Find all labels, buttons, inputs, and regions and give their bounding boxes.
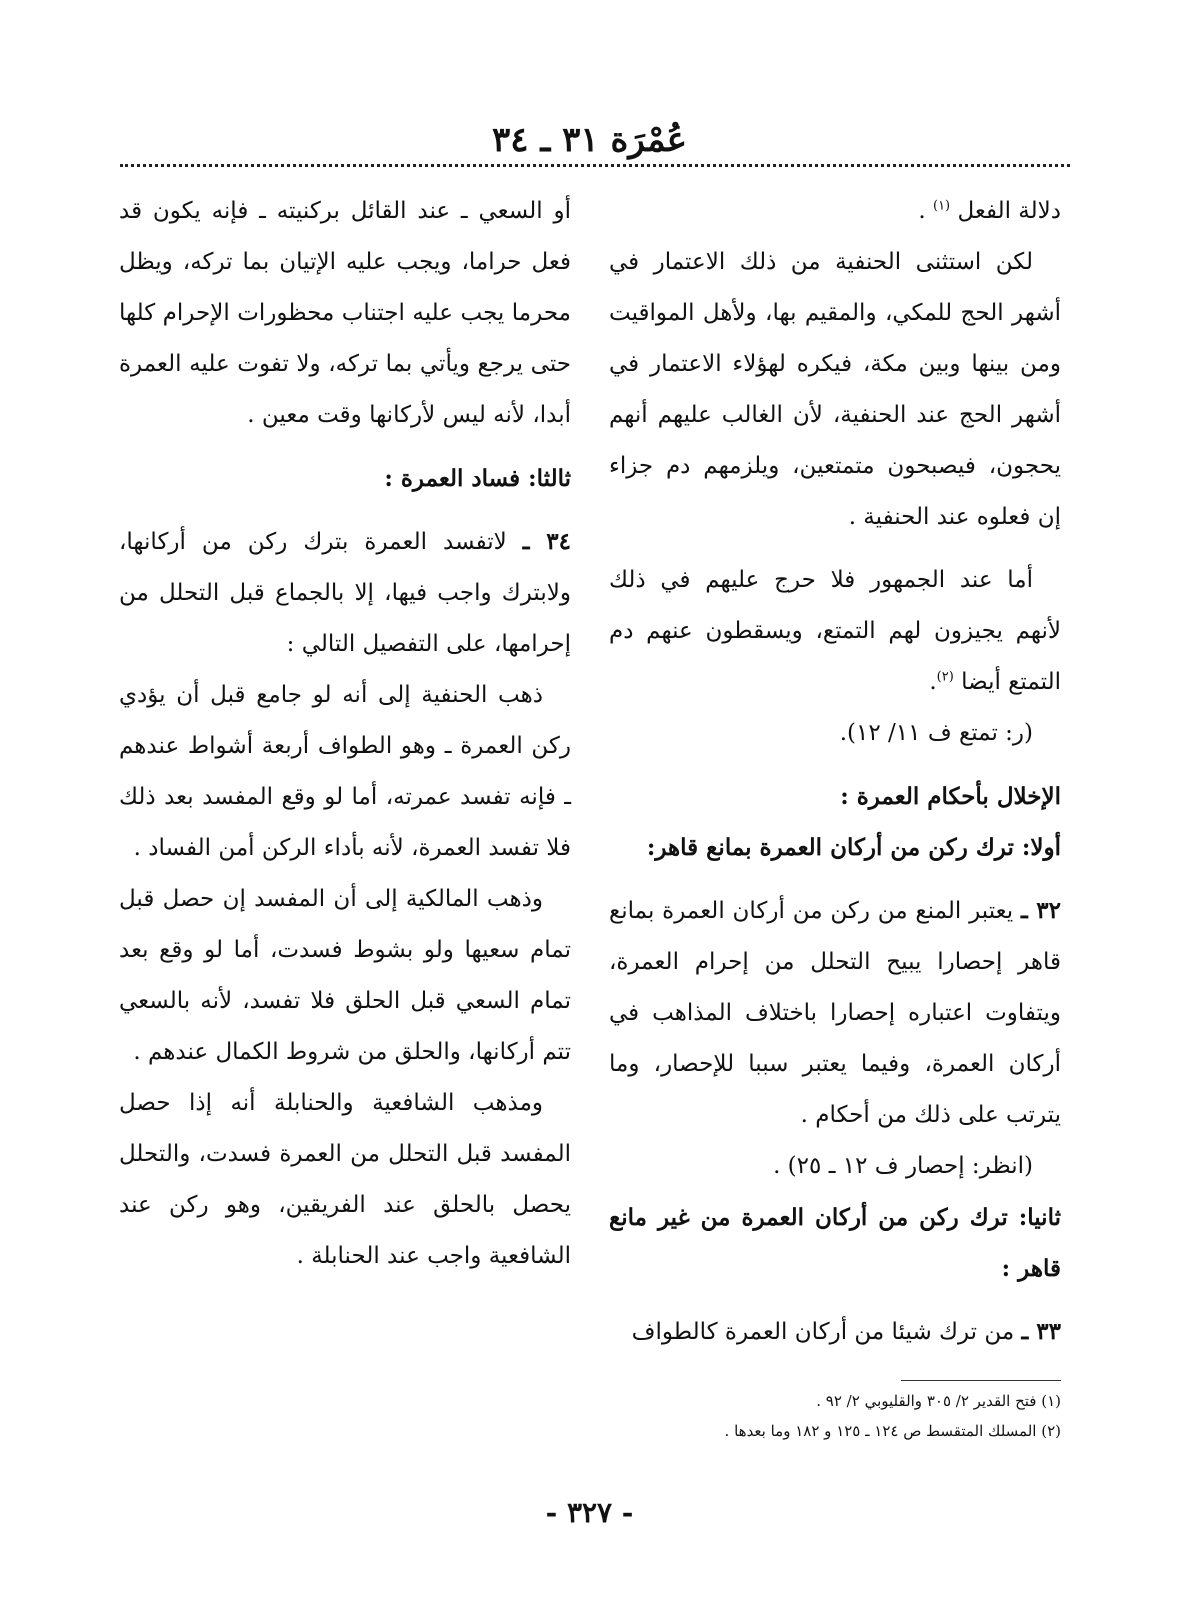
footnote-ref-1[interactable]: (١)	[932, 198, 951, 214]
page-number: - ٣٢٧ -	[545, 1496, 634, 1529]
subheading-third: ثالثا: فساد العمرة :	[384, 465, 571, 492]
footnote-1: (١) فتح القدير ٢/ ٣٠٥ والقليوبي ٢/ ٩٢ .	[816, 1392, 1061, 1410]
cross-reference-ihsar: (انظر: إحصار ف ١٢ ـ ٢٥) .	[773, 1153, 1033, 1179]
footnote-2: (٢) المسلك المتقسط ص ١٢٤ ـ ١٢٥ و ١٨٢ وما بعدها .	[724, 1422, 1061, 1440]
paragraph-maliki-view: وذهب المالكية إلى أن المفسد إن حصل قبل تمام سعيها ولو بشوط فسدت، أما لو وقع بعد تمام السعي قبل الحلق فلا تفسد، لأنه بالسعي تتم أركانها، والحلق من شروط الكمال عندهم .	[119, 886, 571, 1065]
paragraph-33: ٣٣ ـ من ترك شيئا من أركان العمرة كالطواف	[631, 1318, 1061, 1345]
right-column	[609, 186, 1061, 1358]
subheading-second: ثانيا: ترك ركن من أركان العمرة من غير مانع قاهر :	[609, 1204, 1061, 1282]
header-dotted-rule	[120, 164, 1070, 167]
paragraph-32: ٣٢ ـ يعتبر المنع من ركن من أركان العمرة بمانع قاهر إحصارا يبيح التحلل من إحرام العمرة، ويتفاوت اعتباره إحصارا باختلاف المذاهب في أركان العمرة، وفيما يعتبر سببا للإحصار، وما يترتب على ذلك من أحكام .	[609, 897, 1061, 1128]
paragraph-jumhur: أما عند الجمهور فلا حرج عليهم في ذلك لأنهم يجيزون لهم التمتع، ويسقطون عنهم دم التمتع أيضا $^{(٢)}$.	[609, 567, 1061, 695]
paragraph-number: ٣٤ ـ	[522, 528, 571, 555]
cross-reference-tamattu: (ر: تمتع ف ١١/ ١٢).	[839, 720, 1033, 746]
paragraph-number: ٣٣ ـ	[1021, 1318, 1061, 1345]
paragraph-number: ٣٢ ـ	[1021, 897, 1061, 924]
footnotes	[121, 1386, 1061, 1446]
left-column	[119, 186, 571, 1282]
paragraph-fiil: دلالة الفعل $^{(١)}$ .	[918, 198, 1061, 224]
paragraph-hanafi-exception: لكن استثنى الحنفية من ذلك الاعتمار في أشهر الحج للمكي، والمقيم بها، ولأهل المواقيت ومن بينها وبين مكة، فيكره لهؤلاء الاعتمار في أشهر الحج عند الحنفية، لأن الغالب عليهم أنهم يحجون، فيصبحون متمتعين، ويلزمهم دم جزاء إن فعلوه عند الحنفية .	[609, 249, 1061, 530]
paragraph-sai: أو السعي ـ عند القائل بركنيته ـ فإنه يكون قد فعل حراما، ويجب عليه الإتيان بما تركه، ويظل محرما يجب عليه اجتناب محظورات الإحرام كلها حتى يرجع ويأتي بما تركه، ولا تفوت عليه العمرة أبدا، لأنه ليس لأركانها وقت معين .	[119, 198, 571, 428]
paragraph-hanafi-view: ذهب الحنفية إلى أنه لو جامع قبل أن يؤدي ركن العمرة ـ وهو الطواف أربعة أشواط عندهم ـ فإنه تفسد عمرته، أما لو وقع المفسد بعد ذلك فلا تفسد العمرة، لأنه بأداء الركن أمن الفساد .	[119, 682, 571, 861]
section-heading-ikhlal: الإخلال بأحكام العمرة :	[840, 783, 1061, 810]
paragraph-34: ٣٤ ـ لاتفسد العمرة بترك ركن من أركانها، ولابترك واجب فيها، إلا بالجماع قبل التحلل من إحرامها، على التفصيل التالي :	[119, 528, 571, 657]
subheading-first: أولا: ترك ركن من أركان العمرة بمانع قاهر:	[646, 834, 1061, 861]
footnote-rule	[901, 1380, 1061, 1381]
paragraph-shafii-hanbali-view: ومذهب الشافعية والحنابلة أنه إذا حصل المفسد قبل التحلل من العمرة فسدت، والتحلل يحصل بالحلق عند الفريقين، وهو ركن عند الشافعية واجب عند الحنابلة .	[119, 1090, 571, 1269]
running-header: عُمْرَة ٣١ ـ ٣٤	[491, 120, 688, 160]
footnote-ref-2[interactable]: (٢)	[936, 669, 954, 685]
